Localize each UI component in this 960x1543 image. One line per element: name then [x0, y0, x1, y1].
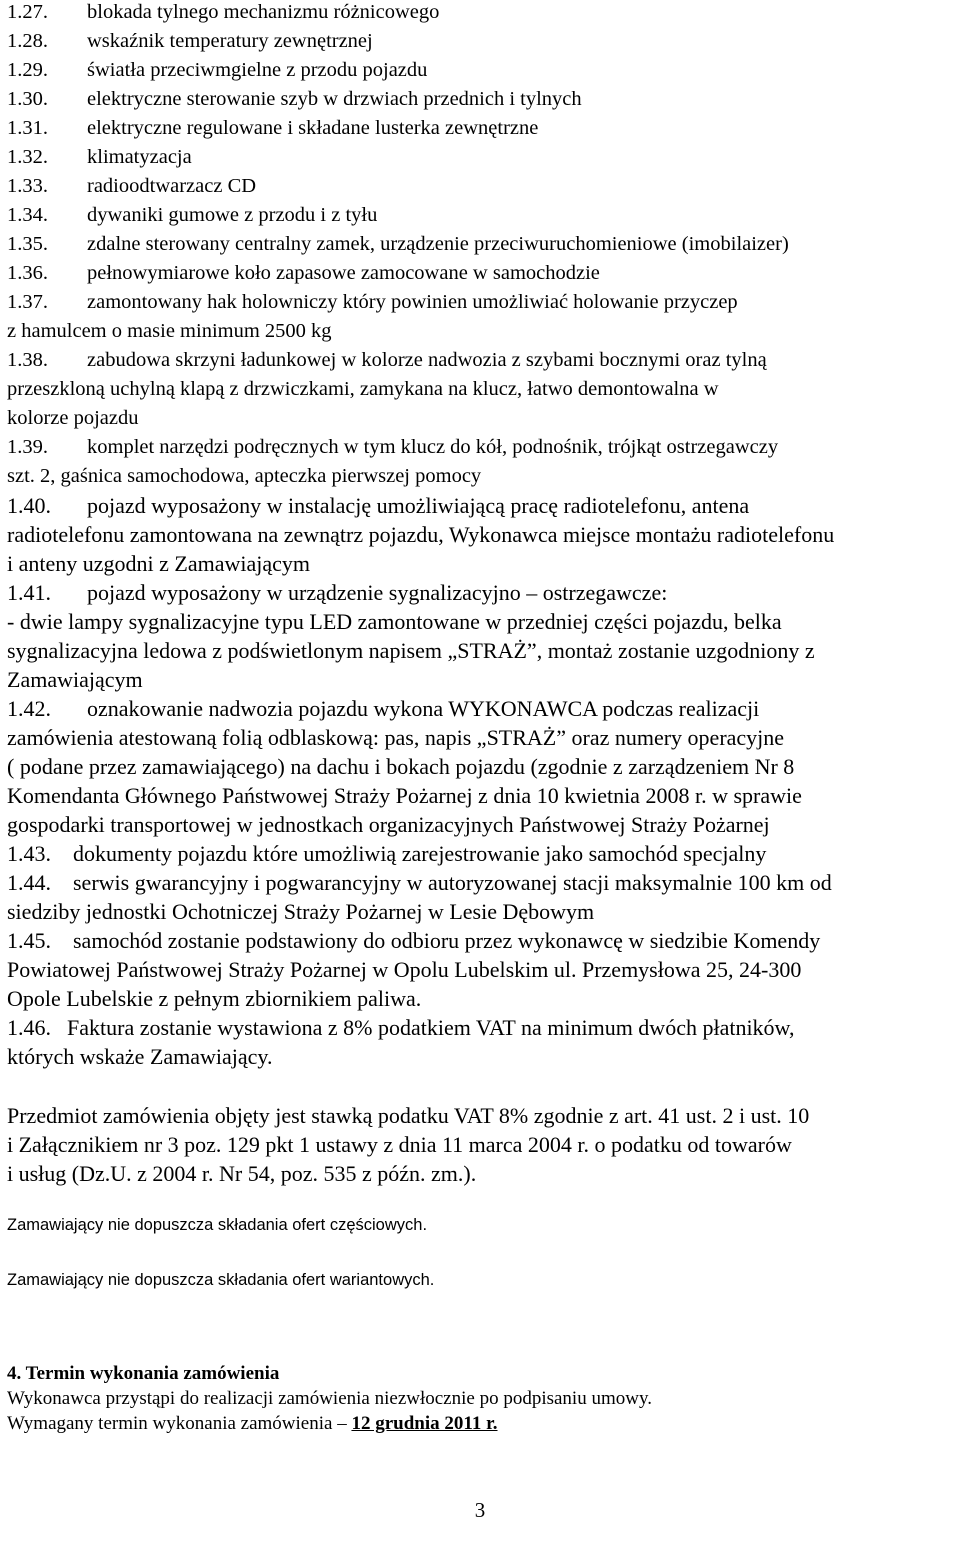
list-item-continuation: ( podane przez zamawiającego) na dachu i bokach pojazdu (zgodnie z zarządzeniem Nr 8	[7, 754, 795, 779]
list-item-continuation: siedziby jednostki Ochotniczej Straży Pożarnej w Lesie Dębowym	[7, 899, 595, 924]
notice-partial-offers: Zamawiający nie dopuszcza składania ofert częściowych.	[7, 1216, 428, 1234]
list-item: 1.44. serwis gwarancyjny i pogwarancyjny w autoryzowanej stacji maksymalnie 100 km od	[7, 870, 832, 895]
list-item-continuation: radiotelefonu zamontowana na zewnątrz pojazdu, Wykonawca miejsce montażu radiotelefonu	[7, 522, 835, 547]
deadline-date: 12 grudnia 2011 r.	[351, 1413, 498, 1434]
list-item-continuation: i anteny uzgodni z Zamawiającym	[7, 551, 310, 576]
section-text: Wykonawca przystąpi do realizacji zamówienia niezwłocznie po podpisaniu umowy.	[7, 1388, 652, 1409]
list-item: 1.46. Faktura zostanie wystawiona z 8% podatkiem VAT na minimum dwóch płatników,	[7, 1015, 795, 1040]
vat-paragraph-line: i usług (Dz.U. z 2004 r. Nr 54, poz. 535 z późn. zm.).	[7, 1161, 477, 1186]
list-item-continuation: przeszkloną uchylną klapą z drzwiczkami, zamykana na klucz, łatwo demontowalna w	[7, 378, 719, 400]
list-item: 1.36. pełnowymiarowe koło zapasowe zamocowane w samochodzie	[7, 262, 600, 284]
list-item: 1.38. zabudowa skrzyni ładunkowej w kolorze nadwozia z szybami bocznymi oraz tylną	[7, 349, 767, 371]
list-item: 1.29. światła przeciwmgielne z przodu pojazdu	[7, 59, 428, 81]
list-item: 1.33. radioodtwarzacz CD	[7, 175, 257, 197]
list-item-continuation: zamówienia atestowaną folią odblaskową: pas, napis „STRAŻ” oraz numery operacyjne	[7, 725, 785, 750]
list-item: 1.41. pojazd wyposażony w urządzenie sygnalizacyjno – ostrzegawcze:	[7, 580, 668, 605]
list-item: 1.28. wskaźnik temperatury zewnętrznej	[7, 30, 373, 52]
list-item-continuation: z hamulcem o masie minimum 2500 kg	[7, 320, 332, 342]
list-item: 1.37. zamontowany hak holowniczy który powinien umożliwiać holowanie przyczep	[7, 291, 738, 313]
page-number: 3	[474, 1498, 486, 1522]
list-item: 1.27. blokada tylnego mechanizmu różnicowego	[7, 1, 440, 23]
list-item-continuation: - dwie lampy sygnalizacyjne typu LED zamontowane w przedniej części pojazdu, belka	[7, 609, 782, 634]
list-item: 1.30. elektryczne sterowanie szyb w drzwiach przednich i tylnych	[7, 88, 582, 110]
list-item-continuation: Zamawiającym	[7, 667, 143, 692]
list-item: 1.43. dokumenty pojazdu które umożliwią zarejestrowanie jako samochód specjalny	[7, 841, 767, 866]
section-heading: 4. Termin wykonania zamówienia	[7, 1363, 280, 1384]
list-item: 1.35. zdalne sterowany centralny zamek, urządzenie przeciwuruchomieniowe (imobilaizer)	[7, 233, 789, 255]
list-item: 1.34. dywaniki gumowe z przodu i z tyłu	[7, 204, 378, 226]
list-item: 1.42. oznakowanie nadwozia pojazdu wykona WYKONAWCA podczas realizacji	[7, 696, 760, 721]
list-item: 1.39. komplet narzędzi podręcznych w tym klucz do kół, podnośnik, trójkąt ostrzegawczy	[7, 436, 779, 458]
vat-paragraph-line: Przedmiot zamówienia objęty jest stawką podatku VAT 8% zgodnie z art. 41 ust. 2 i ust. 10	[7, 1103, 810, 1128]
list-item: 1.40. pojazd wyposażony w instalację umożliwiającą pracę radiotelefonu, antena	[7, 493, 750, 518]
list-item-continuation: kolorze pojazdu	[7, 407, 139, 429]
list-item: 1.32. klimatyzacja	[7, 146, 192, 168]
list-item-continuation: szt. 2, gaśnica samochodowa, apteczka pierwszej pomocy	[7, 465, 482, 487]
list-item-continuation: gospodarki transportowej w jednostkach organizacyjnych Państwowej Straży Pożarnej	[7, 812, 770, 837]
list-item-continuation: których wskaże Zamawiający.	[7, 1044, 273, 1069]
deadline-line: Wymagany termin wykonania zamówienia – 12 grudnia 2011 r.	[7, 1413, 498, 1434]
list-item-continuation: Powiatowej Państwowej Straży Pożarnej w Opolu Lubelskim ul. Przemysłowa 25, 24-300	[7, 957, 802, 982]
notice-variant-offers: Zamawiający nie dopuszcza składania ofert wariantowych.	[7, 1271, 435, 1289]
list-item: 1.31. elektryczne regulowane i składane lusterka zewnętrzne	[7, 117, 539, 139]
list-item-continuation: sygnalizacyjna ledowa z podświetlonym napisem „STRAŻ”, montaż zostanie uzgodniony z	[7, 638, 815, 663]
vat-paragraph-line: i Załącznikiem nr 3 poz. 129 pkt 1 ustawy z dnia 11 marca 2004 r. o podatku od towarów	[7, 1132, 792, 1157]
list-item-continuation: Opole Lubelskie z pełnym zbiornikiem paliwa.	[7, 986, 422, 1011]
list-item-continuation: Komendanta Głównego Państwowej Straży Pożarnej z dnia 10 kwietnia 2008 r. w sprawie	[7, 783, 802, 808]
list-item: 1.45. samochód zostanie podstawiony do odbioru przez wykonawcę w siedzibie Komendy	[7, 928, 821, 953]
